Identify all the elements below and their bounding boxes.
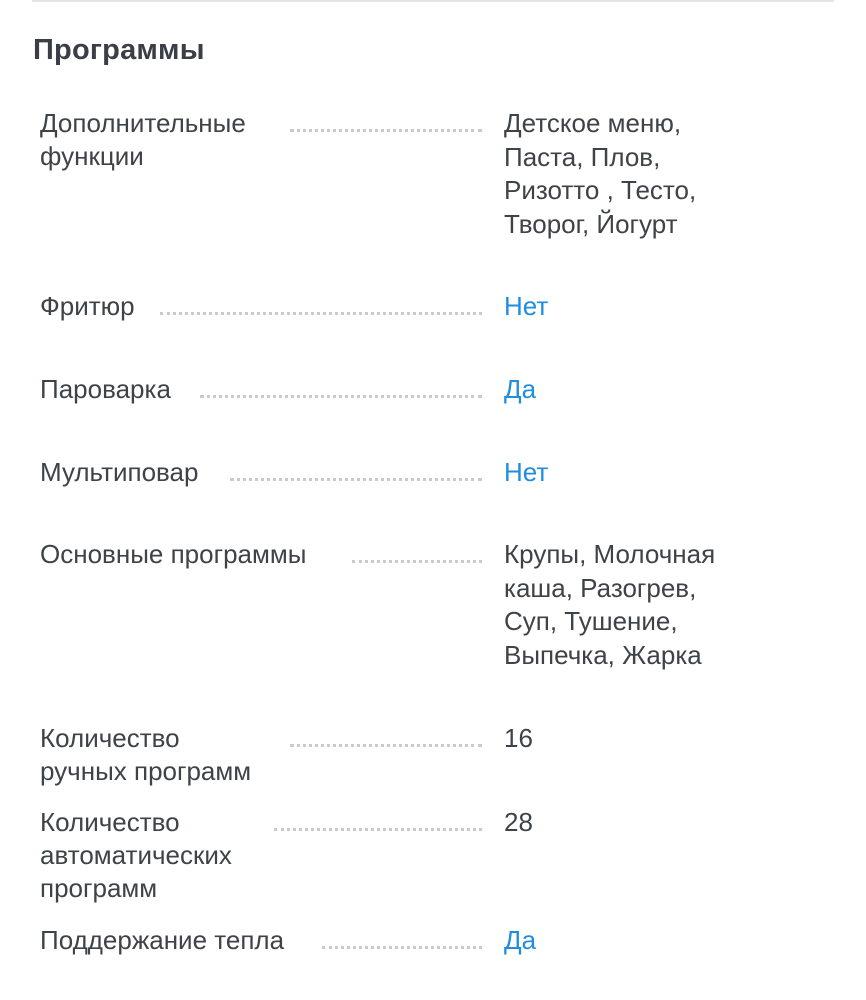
spec-label: Дополнительные функции	[40, 108, 246, 171]
dot-leader	[230, 478, 482, 481]
dot-leader	[200, 395, 482, 398]
spec-value: Крупы, Молочная каша, Разогрев, Суп, Тушение, Выпечка, Жарка	[504, 539, 716, 670]
spec-label: Мультиповар	[40, 457, 199, 487]
dot-leader	[290, 129, 482, 132]
spec-label: Основные программы	[40, 539, 307, 569]
spec-value-link[interactable]: Да	[504, 925, 537, 955]
dot-leader	[352, 560, 482, 563]
spec-value: Детское меню, Паста, Плов, Ризотто , Тесто, Творог, Йогурт	[504, 108, 697, 239]
spec-value-link[interactable]: Нет	[504, 457, 549, 487]
section-title: Программы	[33, 34, 205, 66]
dot-leader	[274, 828, 482, 831]
dot-leader	[160, 312, 482, 315]
spec-value: 16	[504, 723, 533, 753]
spec-label: Количество автоматических программ	[40, 807, 232, 903]
spec-label: Пароварка	[40, 374, 171, 404]
spec-value: 28	[504, 807, 533, 837]
spec-value-link[interactable]: Да	[504, 374, 537, 404]
dot-leader	[290, 744, 482, 747]
spec-label: Фритюр	[40, 291, 135, 321]
spec-label: Поддержание тепла	[40, 925, 285, 955]
dot-leader	[322, 946, 482, 949]
spec-value-link[interactable]: Нет	[504, 291, 549, 321]
spec-label: Количество ручных программ	[40, 723, 252, 786]
